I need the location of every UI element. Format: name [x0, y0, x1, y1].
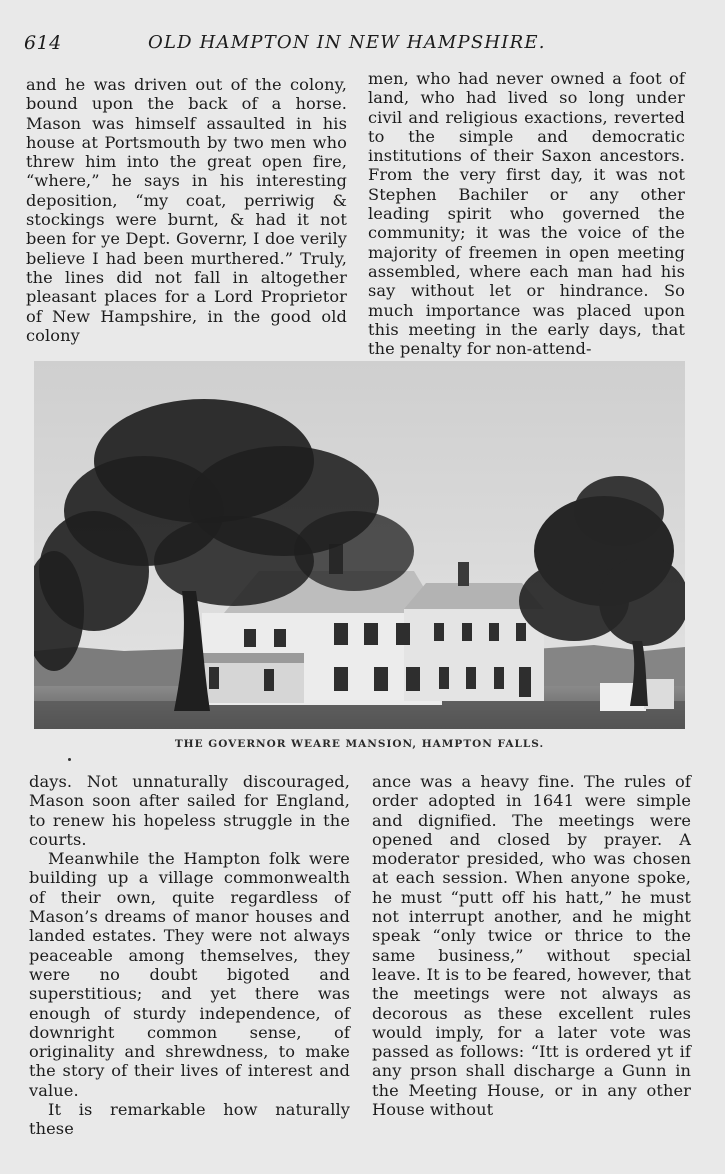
paragraph: and he was driven out of the colony, bound upon the back of a horse. Mason was himself assaulted in his house at Portsmouth by two men who threw him into the great open fire, “where,” he says in his interesting deposition, “my coat, perriwig & stockings were burnt, & had it not been for ye Dept. Governr, I doe verily believe I had been murthered.” Truly, the lines did not fall in altogether pleasant places for a Lord Proprietor of New Hampshire, in the good old colony	[26, 75, 347, 345]
bottom-right-column	[372, 772, 691, 1119]
mansion-photograph	[34, 361, 685, 729]
top-right-column	[368, 69, 685, 358]
running-title: OLD HAMPTON IN NEW HAMPSHIRE.	[148, 32, 546, 53]
page-header	[24, 32, 690, 58]
top-left-column	[26, 75, 347, 345]
paragraph: days. Not unnaturally discouraged, Mason soon after sailed for England, to renew his hopeless struggle in the courts.	[29, 772, 350, 849]
figure-caption: THE GOVERNOR WEARE MANSION, HAMPTON FALLS.	[174, 738, 545, 750]
bottom-left-column	[29, 772, 350, 1139]
paragraph: men, who had never owned a foot of land, who had lived so long under civil and religious exactions, reverted to the simple and democratic institutions of their Saxon ancestors. From the very first day, it was not Stephen Bachiler or any other leading spirit who governed the community; it was the voice of the majority of freemen in open meeting assembled, where each man had his say without let or hindrance. So much importance was placed upon this meeting in the early days, that the penalty for non-attend-	[368, 69, 685, 359]
paragraph: Meanwhile the Hampton folk were building up a village commonwealth of their own, quite regardless of Mason’s dreams of manor houses and landed estates. They were not always peaceable among themselves, they were no doubt bigoted and superstitious; and yet there was enough of sturdy independence, of downright common sense, of originality and shrewdness, to make the story of their lives of interest and value.	[29, 849, 350, 1100]
paragraph: It is remarkable how naturally these	[29, 1100, 350, 1139]
ink-speck	[68, 758, 71, 761]
paragraph: ance was a heavy fine. The rules of order adopted in 1641 were simple and dignified. The meetings were opened and closed by prayer. A moderator presided, who was chosen at each session. When anyone spoke, he must “putt off his hatt,” he must not interrupt another, and he might speak “only twice or thrice to the same business,” without special leave. It is to be feared, however, that the meetings were not always as decorous as these excellent rules would imply, for a later vote was passed as follows: “Itt is ordered yt if any prson shall discharge a Gunn in the Meeting House, or in any other House without	[372, 772, 691, 1120]
page-number: 614	[24, 32, 62, 54]
